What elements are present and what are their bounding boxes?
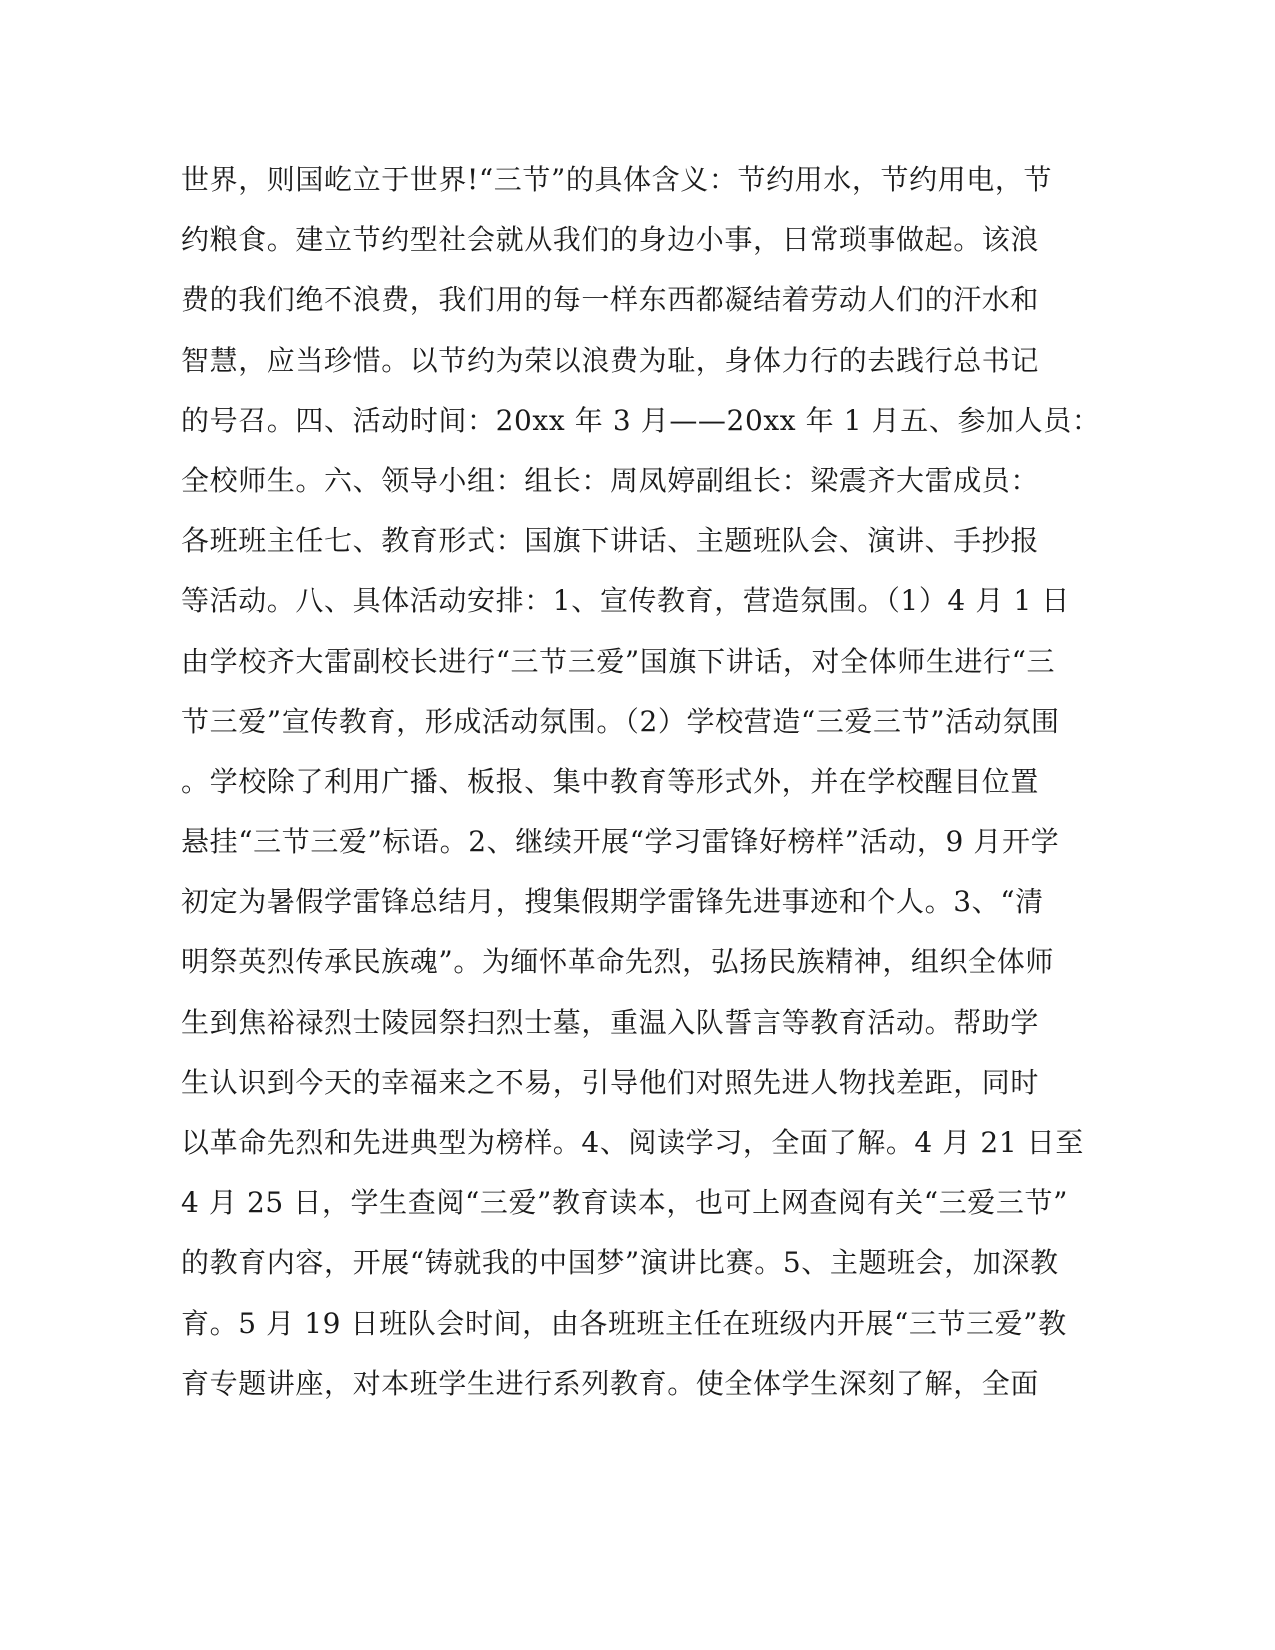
text-line-15: 生到焦裕禄烈士陵园祭扫烈士墓，重温入队誓言等教育活动。帮助学 [181, 1005, 1040, 1039]
text-line-11: 。学校除了利用广播、板报、集中教育等形式外，并在学校醒目位置 [181, 764, 1040, 798]
text-line-8: 等活动。八、具体活动安排：1、宣传教育，营造氛围。（1）4 月 1 日 [181, 584, 1070, 618]
text-line-5: 的号召。四、活动时间：20xx 年 3 月——20xx 年 1 月五、参加人员： [181, 403, 1101, 437]
text-line-17: 以革命先烈和先进典型为榜样。4、阅读学习，全面了解。4 月 21 日至 [181, 1126, 1084, 1159]
text-line-10: 节三爱”宣传教育，形成活动氛围。（2）学校营造“三爱三节”活动氛围 [181, 704, 1060, 738]
text-line-16: 生认识到今天的幸福来之不易，引导他们对照先进人物找差距，同时 [181, 1065, 1040, 1099]
text-line-18: 4 月 25 日，学生查阅“三爱”教育读本，也可上网查阅有关“三爱三节” [181, 1186, 1069, 1220]
text-line-4: 智慧，应当珍惜。以节约为荣以浪费为耻，身体力行的去践行总书记 [181, 343, 1040, 377]
text-line-1: 世界，则国屹立于世界!“三节”的具体含义：节约用水，节约用电，节 [181, 163, 1053, 196]
body-text [181, 150, 1101, 1414]
text-line-9: 由学校齐大雷副校长进行“三节三爱”国旗下讲话，对全体师生进行“三 [181, 644, 1056, 678]
text-line-14: 明祭英烈传承民族魂”。为缅怀革命先烈，弘扬民族精神，组织全体师 [181, 945, 1054, 979]
text-line-2: 约粮食。建立节约型社会就从我们的身边小事，日常琐事做起。该浪 [181, 223, 1040, 257]
text-line-6: 全校师生。六、领导小组：组长：周凤婷副组长：梁震齐大雷成员： [181, 463, 1040, 497]
text-line-12: 悬挂“三节三爱”标语。2、继续开展“学习雷锋好榜样”活动，9 月开学 [181, 825, 1060, 859]
text-line-7: 各班班主任七、教育形式：国旗下讲话、主题班队会、演讲、手抄报 [181, 524, 1040, 558]
text-line-20: 育。5 月 19 日班队会时间，由各班班主任在班级内开展“三节三爱”教 [181, 1306, 1067, 1340]
text-line-13: 初定为暑假学雷锋总结月，搜集假期学雷锋先进事迹和个人。3、“清 [181, 885, 1044, 919]
text-line-3: 费的我们绝不浪费，我们用的每一样东西都凝结着劳动人们的汗水和 [181, 283, 1040, 317]
text-line-19: 的教育内容，开展“铸就我的中国梦”演讲比赛。5、主题班会，加深教 [181, 1246, 1059, 1280]
text-line-21: 育专题讲座，对本班学生进行系列教育。使全体学生深刻了解，全面 [181, 1366, 1040, 1400]
